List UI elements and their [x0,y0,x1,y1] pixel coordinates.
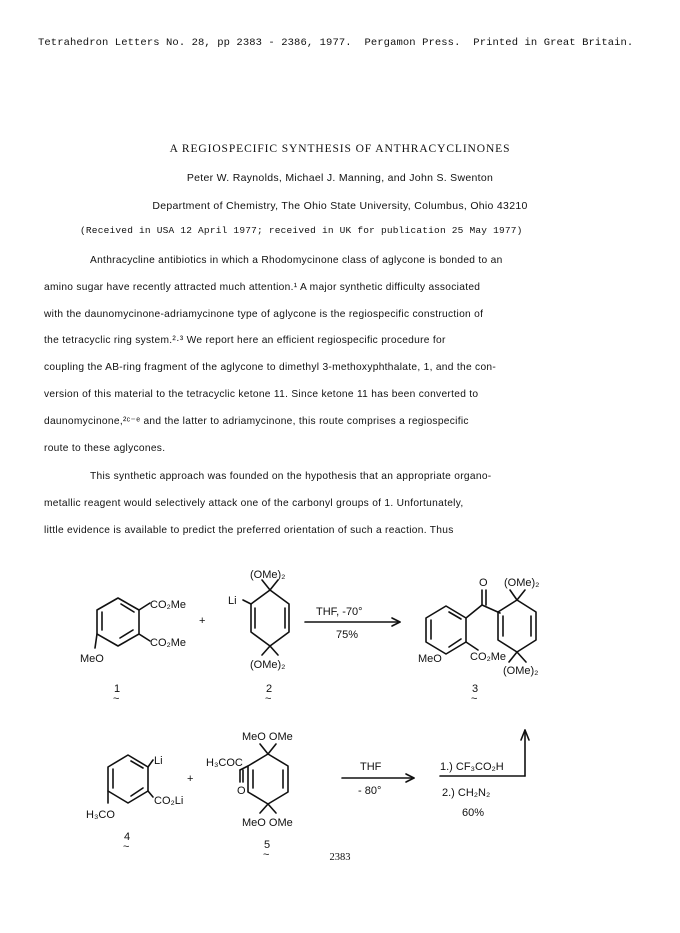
benzene-ring-1 [95,598,150,648]
c5-carbonyl-oxygen: O [237,785,246,797]
c4-methoxy: H₃CO [86,809,115,821]
plus-sign-1: + [199,615,206,627]
text-line: little evidence is available to predict the preferred orientation of such a reaction. Thus [44,524,454,536]
step-1-reagent: 1.) CF₃CO₂H [440,761,504,773]
text-line: Anthracycline antibiotics in which a Rhodomycinone class of aglycone is bonded to an [90,255,503,266]
benzene-ring-4 [108,755,153,803]
c2-lithium: Li [228,595,237,607]
journal-citation: Tetrahedron Letters No. 28, pp 2383 - 2386, 1977. [38,37,352,49]
c2-dimethoxy-top: (OMe)₂ [250,569,286,581]
text-line: daunomycinone,²ᶜ⁻ᵉ and the latter to adriamycinone, this route comprises a regiospecific [44,415,469,427]
publisher: Pergamon Press. [364,37,461,49]
text-line: amino sugar have recently attracted much attention.¹ A major synthetic difficulty associated [44,281,481,293]
c4-number-tilde: ~ [123,841,130,853]
c5-dimethoxy-top: MeO OMe [242,731,293,743]
c3-dimethoxy-top: (OMe)₂ [504,577,540,589]
text-line: coupling the AB-ring fragment of the aglycone to dimethyl 3-methoxyphthalate, 1, and the con- [44,362,497,374]
author-list: Peter W. Raynolds, Michael J. Manning, and John S. Swenton [186,172,494,184]
text-line: version of this material to the tetracyclic ketone 11. Since ketone 11 has been converted to [44,388,479,400]
c3-ester: CO₂Me [470,651,507,663]
printed-in: Printed in Great Britain. [473,37,634,49]
arrow-2-temperature: - 80° [358,785,382,797]
c1-ester-top: CO₂Me [150,599,187,611]
text-line: This synthetic approach was founded on the hypothesis that an appropriate organo- [90,471,492,482]
page-number: 2383 [329,852,351,863]
arrow-1-yield: 75% [336,629,359,641]
compound-number-4: 4 [124,831,131,843]
c5-number-tilde: ~ [263,849,270,861]
compound-number-2: 2 [266,683,273,695]
aromatic-ring-3 [426,605,482,654]
c3-methoxy: MeO [418,653,442,665]
text-line: metallic reagent would selectively attack one of the carbonyl groups of 1. Unfortunately, [44,497,464,509]
arrow-1-conditions: THF, -70° [316,606,363,618]
c2-dimethoxy-bottom: (OMe)₂ [250,659,286,671]
cyclohexadiene-ring-5 [240,744,288,813]
text-line: route to these aglycones. [44,442,166,454]
received-dates: (Received in USA 12 April 1977; received in UK for publication 25 May 1977) [80,225,523,236]
c4-lithium: Li [154,755,163,767]
cyclohexadiene-ring-2 [243,580,289,655]
affiliation: Department of Chemistry, The Ohio State University, Columbus, Ohio 43210 [152,200,528,212]
text-line: the tetracyclic ring system.²·³ We report here an efficient regiospecific procedure for [44,335,446,347]
compound-number-3: 3 [472,683,479,695]
c1-methoxy: MeO [80,653,104,665]
carbonyl-3 [482,590,500,613]
text-line: with the daunomycinone-adriamycinone type of aglycone is the regiospecific construction of [44,308,484,320]
c1-ester-bottom: CO₂Me [150,637,187,649]
compound-number-1: 1 [114,683,121,695]
plus-sign-2: + [187,773,194,785]
c3-dimethoxy-bottom: (OMe)₂ [503,665,539,677]
step-2-reagent: 2.) CH₂N₂ [442,787,491,799]
c1-number-tilde: ~ [113,693,120,705]
c3-carbonyl-oxygen: O [479,577,488,589]
step-yield: 60% [462,807,485,819]
arrow-2-solvent: THF [360,761,382,773]
c5-ester-group: H₃COC [206,757,243,769]
article-title: A REGIOSPECIFIC SYNTHESIS OF ANTHRACYCLINONES [169,143,511,155]
c4-carboxylate: CO₂Li [154,795,184,807]
c5-dimethoxy-bottom: MeO OMe [242,817,293,829]
compound-number-5: 5 [264,839,271,851]
c2-number-tilde: ~ [265,693,272,705]
c3-number-tilde: ~ [471,693,478,705]
